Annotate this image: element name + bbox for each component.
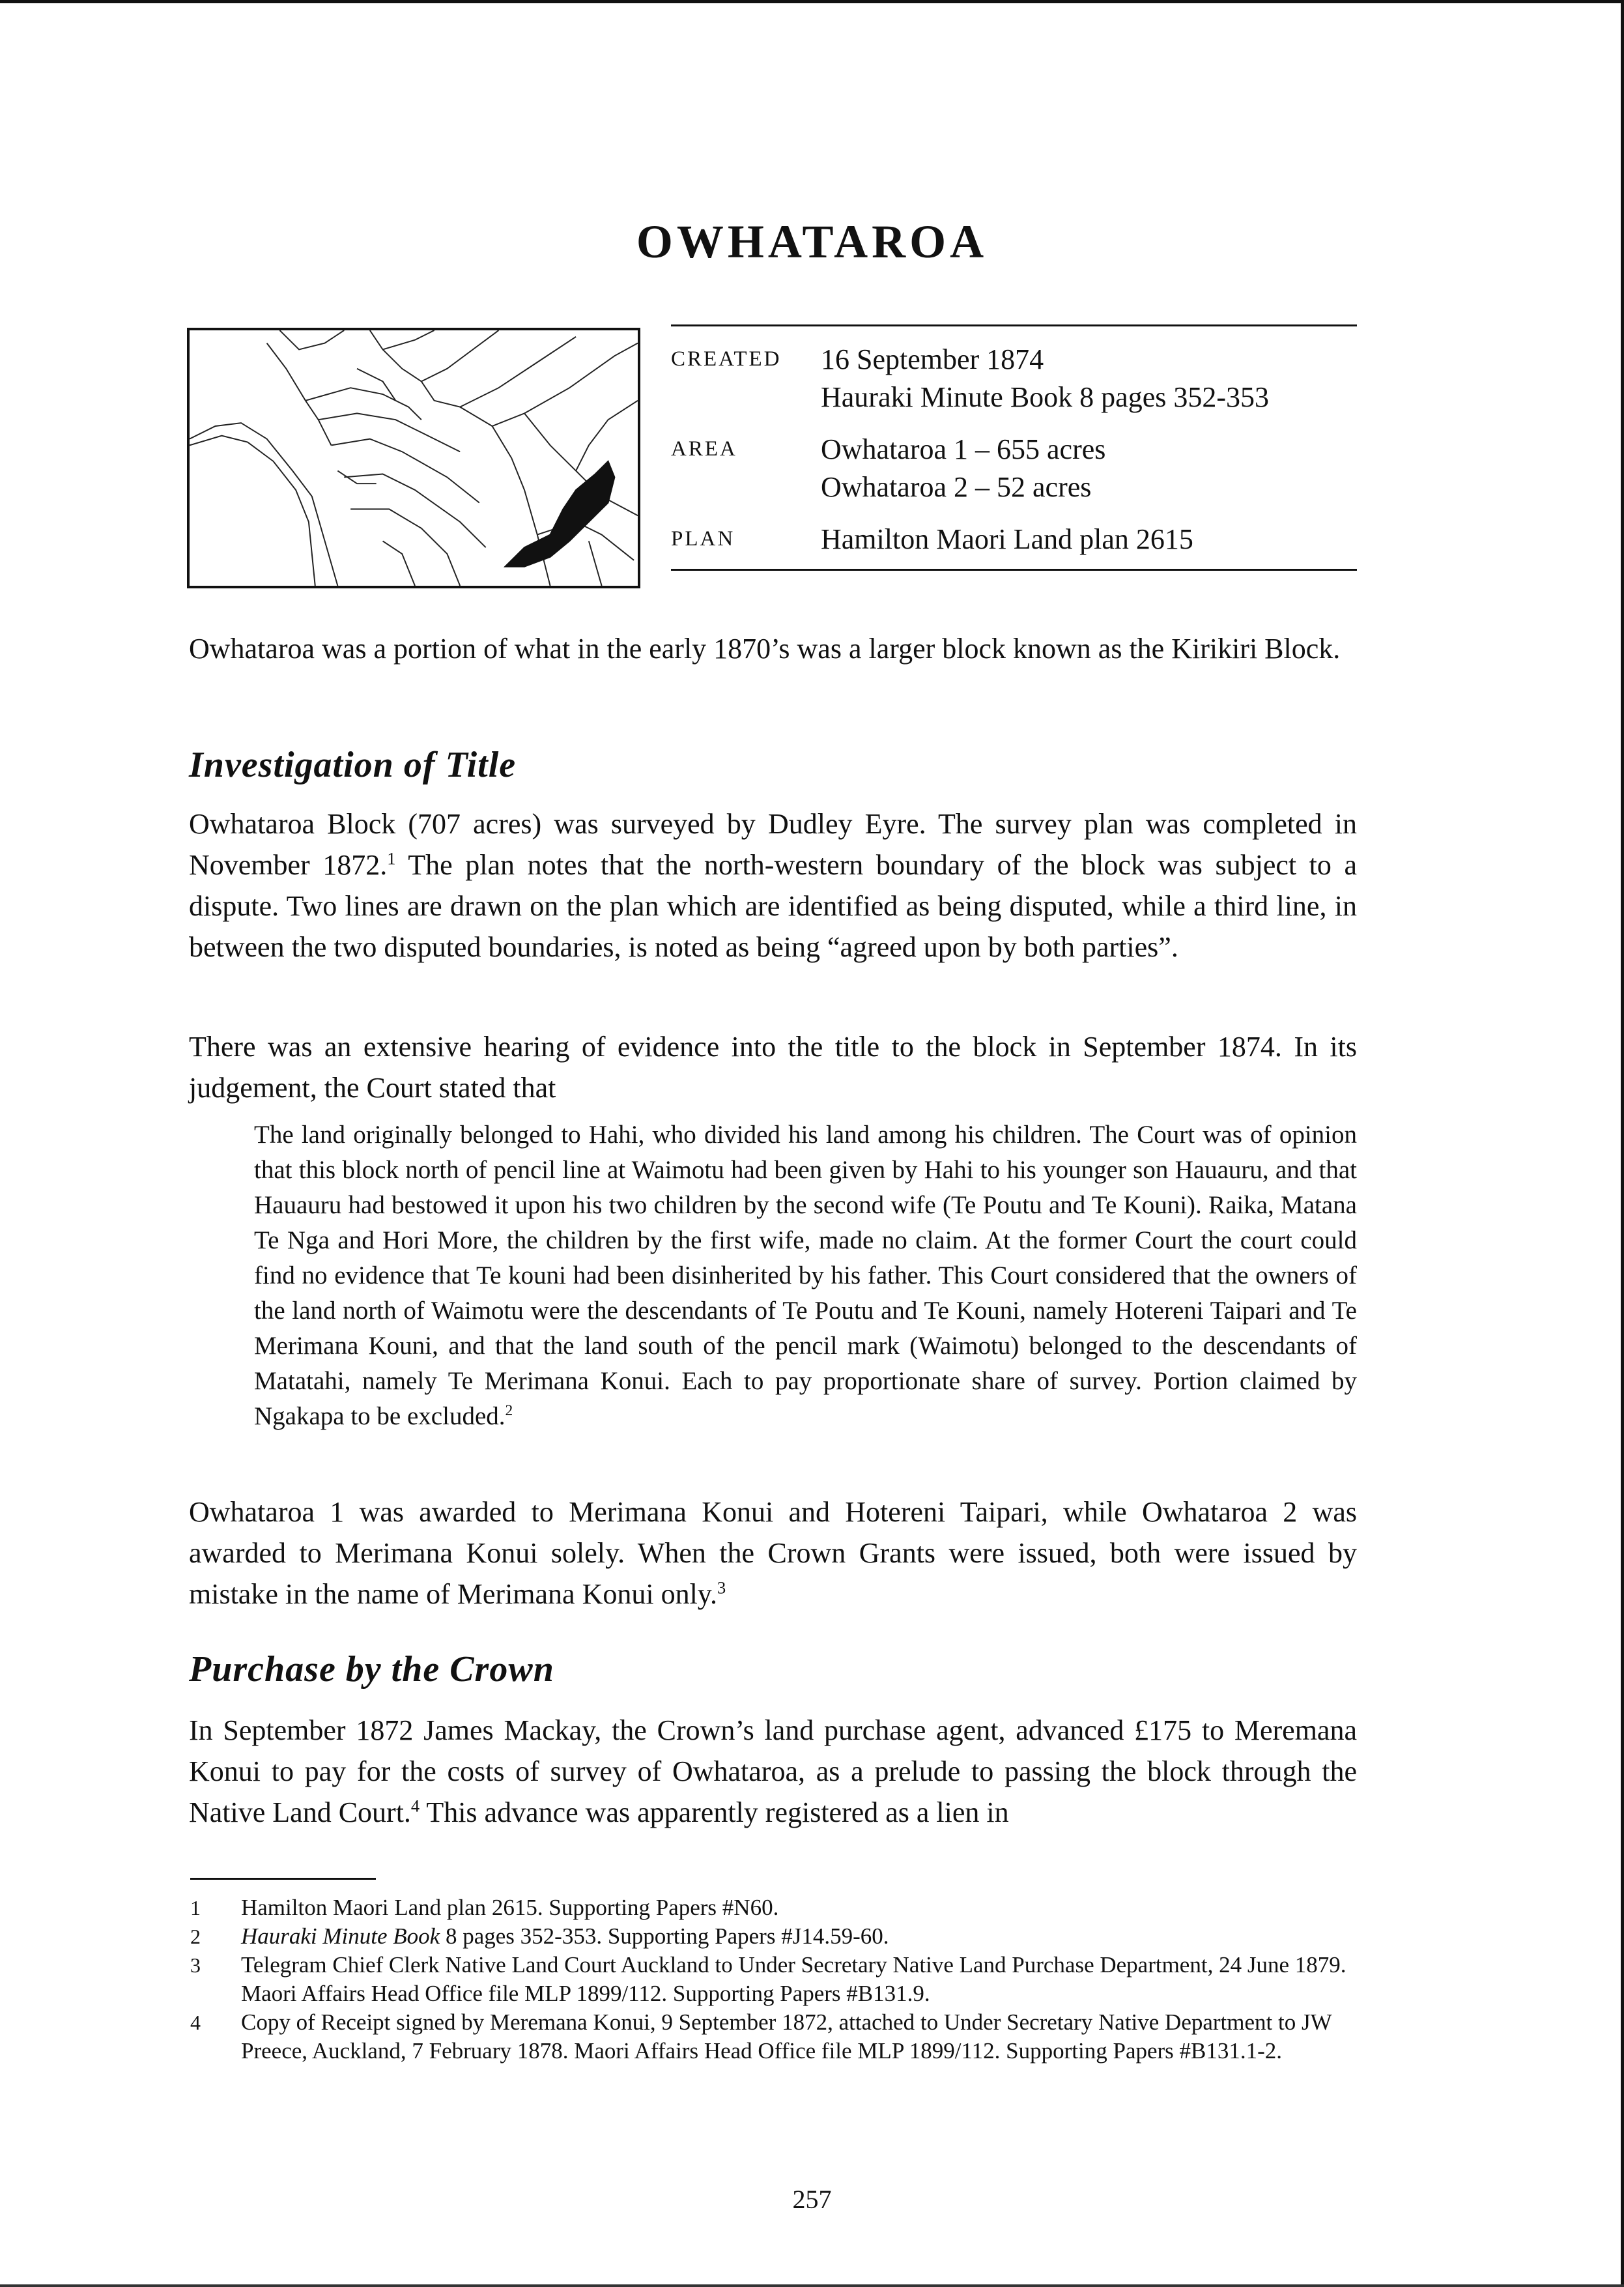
- footnote-ref-4: 4: [410, 1796, 420, 1816]
- investigation-paragraph-3: Owhataroa 1 was awarded to Merimana Konui and Hotereni Taipari, while Owhataroa 2 was awarded to Merimana Konui solely. When the Crown Grants were issued, both were issued by mistake in the name of Merimana Konui only.$^3$: [189, 1496, 1357, 1610]
- footnote-ref-3: 3: [717, 1577, 726, 1598]
- footnote-ref-1: 1: [387, 848, 396, 869]
- footnote-3: 3 Telegram Chief Clerk Native Land Court Auckland to Under Secretary Native Land Purchase Department, 24 June 1879. Maori Affairs Head Office file MLP 1899/112. Supporting Papers #B131.9.: [190, 1952, 1346, 2006]
- page-title: OWHATAROA: [636, 216, 988, 268]
- area-value-1: Owhataroa 1 – 655 acres: [821, 433, 1106, 465]
- footnote-rule: [190, 1878, 376, 1880]
- area-value-2: Owhataroa 2 – 52 acres: [821, 471, 1092, 503]
- created-label: CREATED: [671, 347, 782, 371]
- page-border-bottom: [0, 2284, 1624, 2287]
- created-source: Hauraki Minute Book 8 pages 352-353: [821, 381, 1269, 413]
- highlighted-block: [505, 461, 614, 567]
- created-date: 16 September 1874: [821, 343, 1044, 375]
- investigation-paragraph-1: Owhataroa Block (707 acres) was surveyed by Dudley Eyre. The survey plan was completed in November 1872.$^1$ The plan notes that the north-western boundary of the block was subject to a dispute. Two lines are drawn on the plan which are identified as being disputed, while a third line, in between the two disputed boundaries, is noted as being “agreed upon by both parties”.: [189, 808, 1357, 963]
- area-row: [671, 431, 1357, 506]
- footnote-4: 4 Copy of Receipt signed by Meremana Konui, 9 September 1872, attached to Under Secretary Native Department to JW Preece, Auckland, 7 February 1878. Maori Affairs Head Office file MLP 1899/112. Supporting Papers #B131.1-2.: [190, 2009, 1332, 2064]
- footnote-1: 1 Hamilton Maori Land plan 2615. Supporting Papers #N60.: [190, 1895, 779, 1920]
- area-label: AREA: [671, 437, 737, 461]
- court-quote: The land originally belonged to Hahi, who divided his land among his children. The Court was of opinion that this block north of pencil line at Waimotu had been given by Hahi to his younger son Hauauru, and that Hauauru had bestowed it upon his two children by the second wife (Te Poutu and Te Kouni). Raika, Matana Te Nga and Hori More, the children by the first wife, made no claim. At the former Court the court could find no evidence that Te kouni had been disinherited by his father. This Court considered that the owners of the land north of Waimotu were the descendants of Te Poutu and Te Kouni, namely Hotereni Taipari and Te Merimana Kouni, and that the land south of the pencil mark (Waimotu) belonged to the descendants of Matatahi, namely Te Merimana Konui. Each to pay proportionate share of survey. Portion claimed by Ngakapa to be excluded.$^2$: [254, 1121, 1357, 1430]
- purchase-paragraph-1: In September 1872 James Mackay, the Crown’s land purchase agent, advanced £175 to Meremana Konui to pay for the costs of survey of Owhataroa, as a prelude to passing the block through the Native Land Court.$^4$ This advance was apparently registered as a lien in: [189, 1714, 1357, 1828]
- investigation-paragraph-2: There was an extensive hearing of evidence into the title to the block in September 1874. In its judgement, the Court stated that: [189, 1031, 1357, 1104]
- section-heading-purchase: Purchase by the Crown: [189, 1649, 554, 1690]
- block-map-drawing: [190, 330, 638, 586]
- plan-row: [671, 521, 1357, 558]
- footnote-ref-2: 2: [505, 1402, 513, 1419]
- block-info-table: [671, 324, 1357, 571]
- created-row: [671, 341, 1357, 416]
- footnotes: [190, 1893, 1363, 2065]
- page-border-top: [0, 0, 1624, 3]
- plan-value: Hamilton Maori Land plan 2615: [821, 523, 1193, 555]
- footnote-2: 2 Hauraki Minute Book 8 pages 352-353. Supporting Papers #J14.59-60.: [190, 1923, 889, 1949]
- section-heading-investigation: Investigation of Title: [189, 745, 517, 785]
- intro-paragraph: Owhataroa was a portion of what in the early 1870’s was a larger block known as the Kirikiri Block.: [189, 633, 1341, 665]
- location-map: [187, 328, 640, 588]
- plan-label: PLAN: [671, 527, 735, 551]
- page-border-right: [1621, 0, 1624, 2287]
- page-number: 257: [792, 2185, 832, 2214]
